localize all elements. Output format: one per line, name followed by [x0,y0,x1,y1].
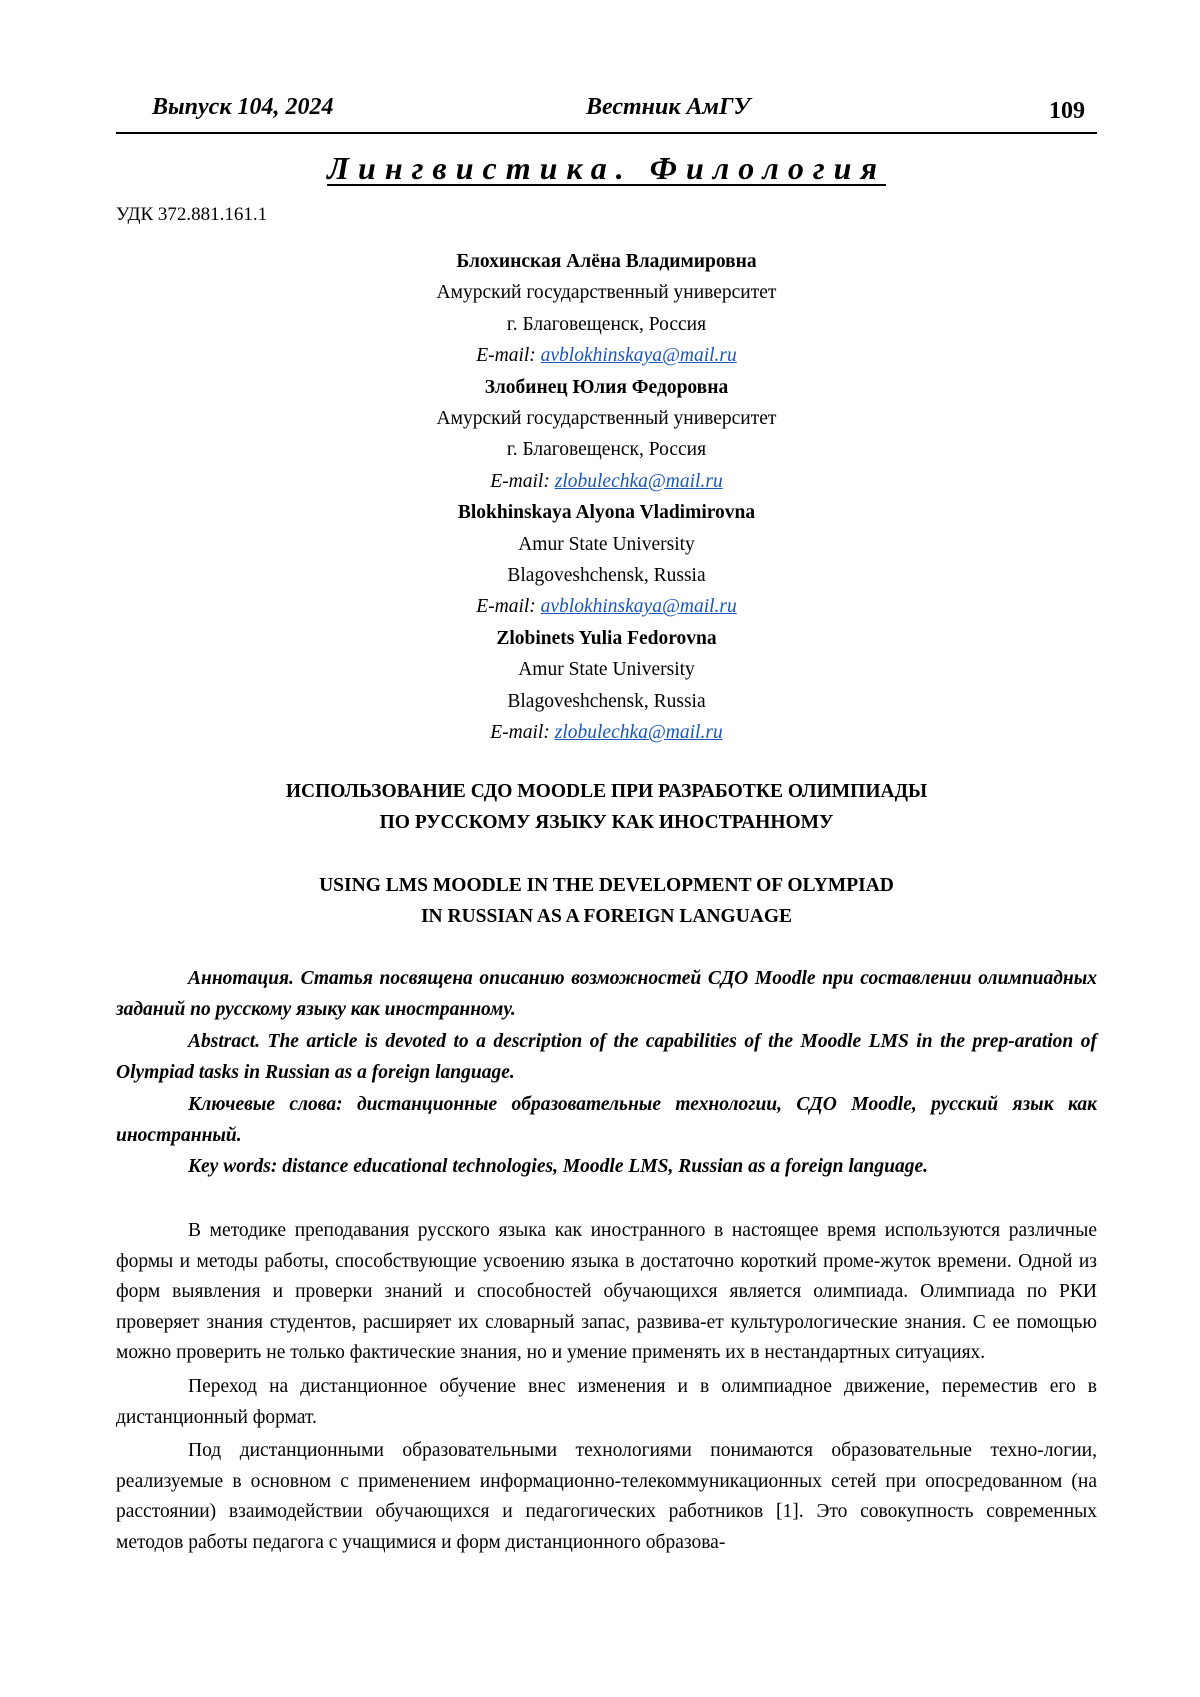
author-email-link[interactable]: zlobulechka@mail.ru [555,471,723,492]
title-ru-line: ПО РУССКОМУ ЯЗЫКУ КАК ИНОСТРАННОМУ [116,807,1097,838]
title-en-line: IN RUSSIAN AS A FOREIGN LANGUAGE [116,901,1097,932]
author-email-link[interactable]: zlobulechka@mail.ru [555,722,723,743]
author-name: Злобинец Юлия Федоровна [116,372,1097,403]
author-affiliation: Amur State University [116,654,1097,685]
author-name: Zlobinets Yulia Fedorovna [116,623,1097,654]
journal-name: Вестник АмГУ [586,94,750,121]
author-name: Блохинская Алёна Владимировна [116,246,1097,277]
running-header [116,92,1097,134]
keywords-ru: Ключевые слова: дистанционные образовательные технологии, СДО Moodle, русский язык как иностранный. [116,1089,1097,1152]
author-affiliation: Amur State University [116,529,1097,560]
author-affiliation: Амурский государственный университет [116,277,1097,308]
author-email-line [116,591,1097,622]
author-email-line [116,717,1097,748]
author-city: Blagoveshchensk, Russia [116,560,1097,591]
issue-label: Выпуск 104, 2024 [152,94,333,121]
author-email-link[interactable]: avblokhinskaya@mail.ru [541,596,737,617]
section-title-text: Лингвистика. Филология [327,150,886,186]
article-title-ru [116,776,1097,838]
udc-code: УДК 372.881.161.1 [116,204,267,226]
annotation-ru: Аннотация. Статья посвящена описанию возможностей СДО Moodle при составлении олимпиадных заданий по русскому языку как иностранному. [116,963,1097,1026]
body-text [116,1216,1097,1562]
author-email-line [116,466,1097,497]
title-ru-line: ИСПОЛЬЗОВАНИЕ СДО MOODLE ПРИ РАЗРАБОТКЕ ОЛИМПИАДЫ [116,776,1097,807]
email-label: E-mail: [476,596,540,617]
body-paragraph: Под дистанционными образовательными технологиями понимаются образовательные техно-логии, реализуемые в основном с применением информационно-телекоммуникационных сетей при опосредованном (на расстоянии) взаимодействии обучающихся и педагогических работников [1]. Это совокупность современных методов работы педагога с учащимися и форм дистанционного образова- [116,1436,1097,1558]
author-email-line [116,340,1097,371]
email-label: E-mail: [490,471,554,492]
author-email-link[interactable]: avblokhinskaya@mail.ru [541,345,737,366]
body-paragraph: Переход на дистанционное обучение внес изменения и в олимпиадное движение, переместив его в дистанционный формат. [116,1372,1097,1433]
author-name: Blokhinskaya Alyona Vladimirovna [116,497,1097,528]
email-label: E-mail: [476,345,540,366]
author-block [116,246,1097,749]
abstract-block [116,963,1097,1183]
body-paragraph: В методике преподавания русского языка как иностранного в настоящее время используются различные формы и методы работы, способствующие усвоению языка в достаточно короткий проме-жуток времени. Одной из форм выявления и проверки знаний и способностей обучающихся является олимпиада. Олимпиада по РКИ проверяет знания студентов, расширяет их словарный запас, развива-ет культурологические знания. С ее помощью можно проверить не только фактические знания, но и умение применять их в нестандартных ситуациях. [116,1216,1097,1369]
keywords-en: Key words: distance educational technologies, Moodle LMS, Russian as a foreign language. [116,1151,1097,1182]
page-number: 109 [1049,98,1085,125]
author-city: Blagoveshchensk, Russia [116,686,1097,717]
section-title [116,150,1097,187]
article-title-en [116,870,1097,932]
author-city: г. Благовещенск, Россия [116,434,1097,465]
title-en-line: USING LMS MOODLE IN THE DEVELOPMENT OF OLYMPIAD [116,870,1097,901]
author-affiliation: Амурский государственный университет [116,403,1097,434]
author-city: г. Благовещенск, Россия [116,309,1097,340]
email-label: E-mail: [490,722,554,743]
abstract-en: Abstract. The article is devoted to a description of the capabilities of the Moodle LMS in the prep-aration of Olympiad tasks in Russian as a foreign language. [116,1026,1097,1089]
